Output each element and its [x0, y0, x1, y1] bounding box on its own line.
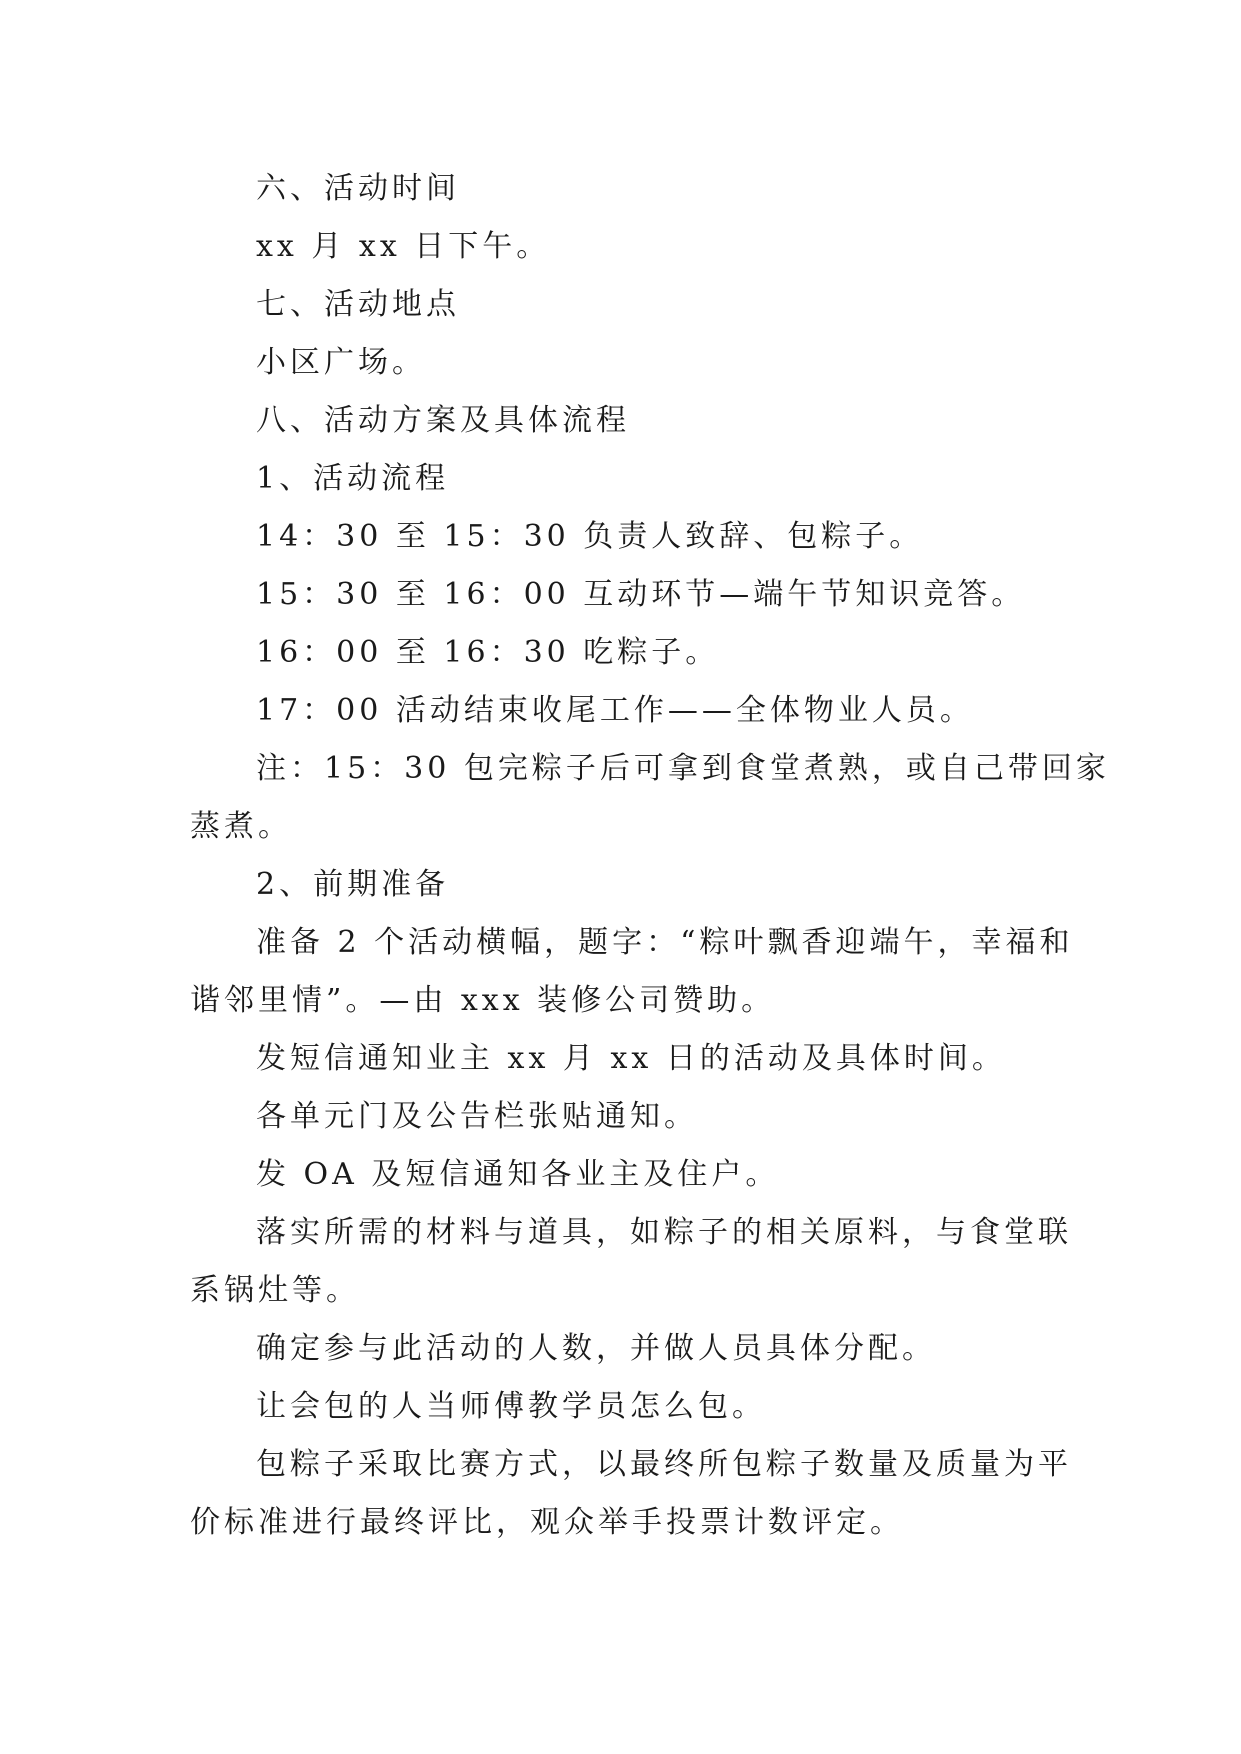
schedule-item: 14：30 至 15：30 负责人致辞、包粽子。 — [256, 519, 924, 554]
section-heading-activity-time: 六、活动时间 — [256, 171, 460, 206]
preparation-paragraph-line: 发短信通知业主 xx 月 xx 日的活动及具体时间。 — [256, 1041, 1006, 1076]
preparation-paragraph-line: 让会包的人当师傅教学员怎么包。 — [256, 1389, 766, 1424]
preparation-paragraph-line: 各单元门及公告栏张贴通知。 — [256, 1099, 698, 1134]
note-paragraph-line: 蒸煮。 — [190, 809, 292, 844]
preparation-paragraph-line: 落实所需的材料与道具，如粽子的相关原料，与食堂联 — [256, 1215, 1072, 1250]
subheading-preparation: 2、前期准备 — [256, 867, 450, 902]
subheading-activity-flow: 1、活动流程 — [256, 461, 450, 496]
section-heading-activity-location: 七、活动地点 — [256, 287, 460, 322]
schedule-item: 17：00 活动结束收尾工作——全体物业人员。 — [256, 693, 974, 728]
preparation-paragraph-line: 系锅灶等。 — [190, 1273, 360, 1308]
activity-time-text: xx 月 xx 日下午。 — [256, 229, 551, 264]
preparation-paragraph-line: 确定参与此活动的人数，并做人员具体分配。 — [256, 1331, 936, 1366]
schedule-item: 16：00 至 16：30 吃粽子。 — [256, 635, 720, 670]
preparation-paragraph-line: 包粽子采取比赛方式，以最终所包粽子数量及质量为平 — [256, 1447, 1072, 1482]
section-heading-activity-plan: 八、活动方案及具体流程 — [256, 403, 630, 438]
preparation-paragraph-line: 谐邻里情”。—由 xxx 装修公司赞助。 — [190, 983, 776, 1018]
preparation-paragraph-line: 价标准进行最终评比，观众举手投票计数评定。 — [190, 1505, 904, 1540]
preparation-paragraph-line: 发 OA 及短信通知各业主及住户。 — [256, 1157, 780, 1192]
note-paragraph-line: 注：15：30 包完粽子后可拿到食堂煮熟，或自己带回家 — [256, 751, 1110, 786]
document-page — [190, 160, 1110, 1552]
schedule-item: 15：30 至 16：00 互动环节—端午节知识竞答。 — [256, 577, 1026, 612]
activity-location-text: 小区广场。 — [256, 345, 426, 380]
preparation-paragraph-line: 准备 2 个活动横幅，题字：“粽叶飘香迎端午，幸福和 — [256, 925, 1074, 960]
